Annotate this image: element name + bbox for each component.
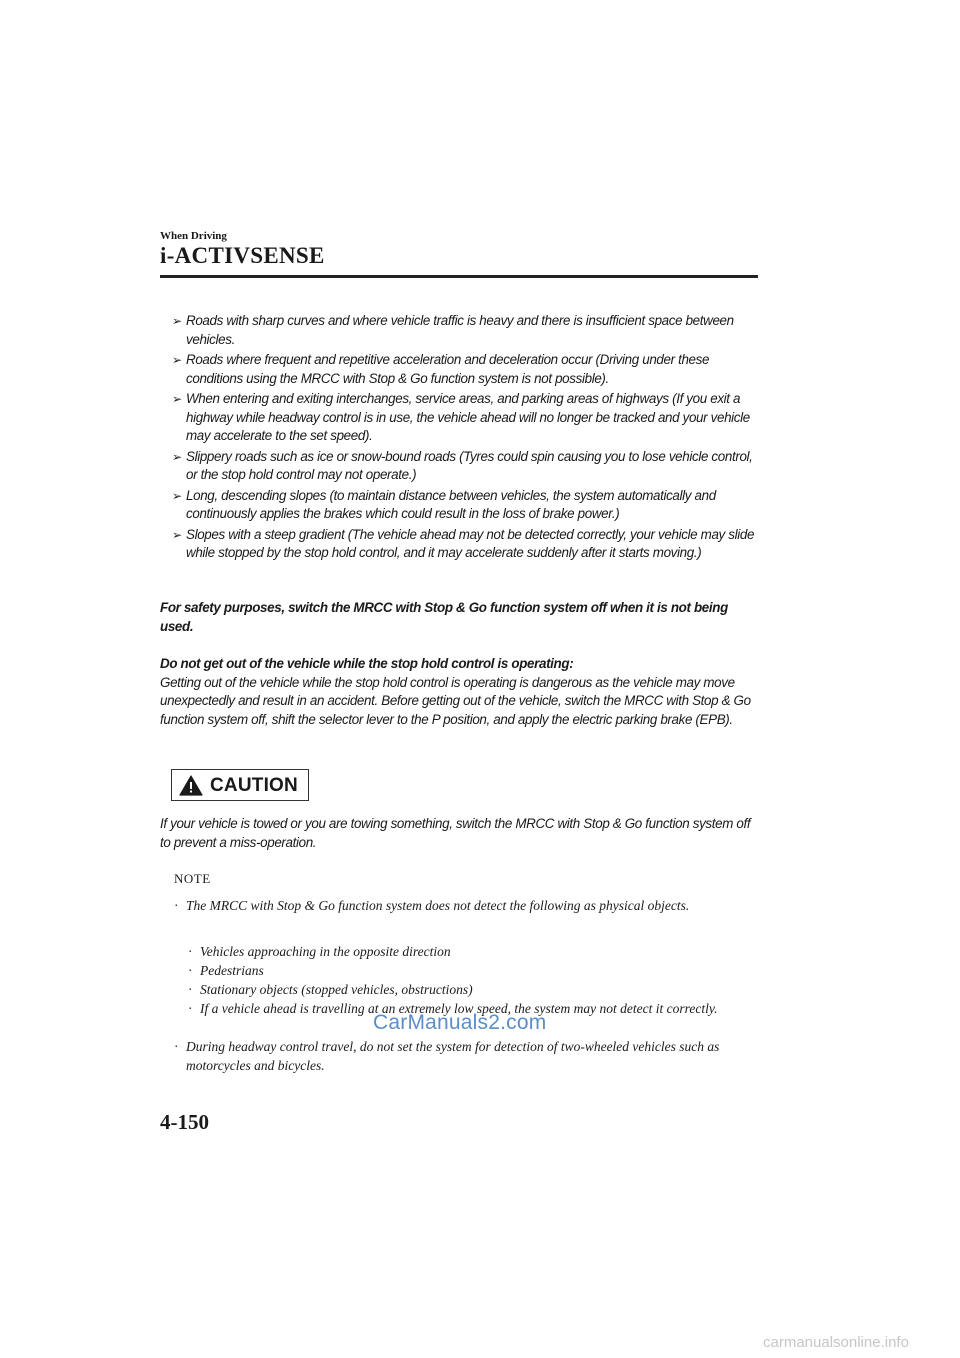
stop-hold-warning bbox=[160, 655, 760, 729]
list-item: ➢ Slopes with a steep gradient (The vehicle ahead may not be detected correctly, your vehicle may slide while stopped by the stop hold control, and it may accelerate suddenly after it starts moving.) bbox=[172, 526, 755, 560]
arrow-bullet-icon: ➢ bbox=[172, 488, 182, 503]
note-list bbox=[174, 896, 734, 915]
list-item: ➢ Roads with sharp curves and where vehicle traffic is heavy and there is insufficient space between vehicles. bbox=[172, 313, 734, 347]
dot-bullet-icon: · bbox=[188, 982, 193, 997]
dot-bullet-icon: · bbox=[174, 1039, 179, 1054]
list-item: ➢ Roads where frequent and repetitive acceleration and deceleration occur (Driving under these conditions using the MRCC with Stop & Go function system is not possible). bbox=[172, 352, 710, 386]
list-item: · Stationary objects (stopped vehicles, obstructions) bbox=[188, 982, 473, 997]
caution-text: If your vehicle is towed or you are towing something, switch the MRCC with Stop & Go function system off to prevent a miss-operation. bbox=[160, 816, 751, 850]
dot-bullet-icon: · bbox=[188, 963, 193, 978]
note-label: NOTE bbox=[174, 871, 211, 886]
list-item: ➢ Slippery roads such as ice or snow-bound roads (Tyres could spin causing you to lose vehicle control, or the stop hold control may not operate.) bbox=[172, 448, 753, 482]
stop-hold-warning-title: Do not get out of the vehicle while the stop hold control is operating: bbox=[160, 656, 574, 671]
dot-bullet-icon: · bbox=[188, 944, 193, 959]
arrow-bullet-icon: ➢ bbox=[172, 392, 182, 406]
section-title: When Driving bbox=[160, 230, 227, 242]
stop-hold-warning-body: Getting out of the vehicle while the stop hold control is operating is dangerous as the vehicle may move unexpectedly and result in an accident. Before getting out of the vehicle, switch the MRCC with Stop & Go function system off, shift the selector lever to the P position, and apply the electric parking brake (EPB). bbox=[160, 674, 751, 727]
list-item: · During headway control travel, do not set the system for detection of two-wheeled vehicles such as motorcycles and bicycles. bbox=[174, 1039, 720, 1073]
caution-box bbox=[171, 769, 309, 801]
arrow-bullet-icon: ➢ bbox=[172, 449, 182, 464]
note-list-2 bbox=[174, 1037, 734, 1075]
list-item: ➢ When entering and exiting interchanges, service areas, and parking areas of highways (If you exit a highway while headway control is in use, the vehicle ahead will no longer be tracked and your vehicle may accelerate to the set speed). bbox=[172, 391, 750, 443]
safety-warning: For safety purposes, switch the MRCC with Stop & Go function system off when it is not being used. bbox=[160, 600, 728, 634]
arrow-bullet-icon: ➢ bbox=[172, 314, 182, 328]
arrow-bullet-icon: ➢ bbox=[172, 527, 182, 542]
list-item: · Pedestrians bbox=[188, 963, 264, 978]
dot-bullet-icon: · bbox=[188, 1001, 193, 1016]
condition-list bbox=[172, 312, 762, 565]
list-item: ➢ Long, descending slopes (to maintain distance between vehicles, the system automatically and continuously applies the brakes which could result in the loss of brake power.) bbox=[172, 487, 716, 521]
list-item: · If a vehicle ahead is travelling at an extremely low speed, the system may not detect it correctly. bbox=[188, 1001, 718, 1016]
warning-triangle-icon bbox=[179, 775, 203, 796]
chapter-title: i-ACTIVSENSE bbox=[160, 243, 325, 268]
arrow-bullet-icon: ➢ bbox=[172, 353, 182, 367]
note-sub-list bbox=[188, 942, 748, 1018]
list-item: · Vehicles approaching in the opposite direction bbox=[188, 944, 451, 959]
page-number: 4-150 bbox=[160, 1110, 209, 1134]
caution-label: CAUTION bbox=[210, 775, 298, 796]
list-item: · The MRCC with Stop & Go function system does not detect the following as physical objects. bbox=[174, 898, 690, 913]
watermark: CarManuals2.com bbox=[373, 1011, 547, 1034]
dot-bullet-icon: · bbox=[174, 898, 179, 913]
footer-site-link[interactable]: carmanualsonline.info bbox=[763, 1334, 909, 1351]
header-rule bbox=[160, 275, 758, 278]
